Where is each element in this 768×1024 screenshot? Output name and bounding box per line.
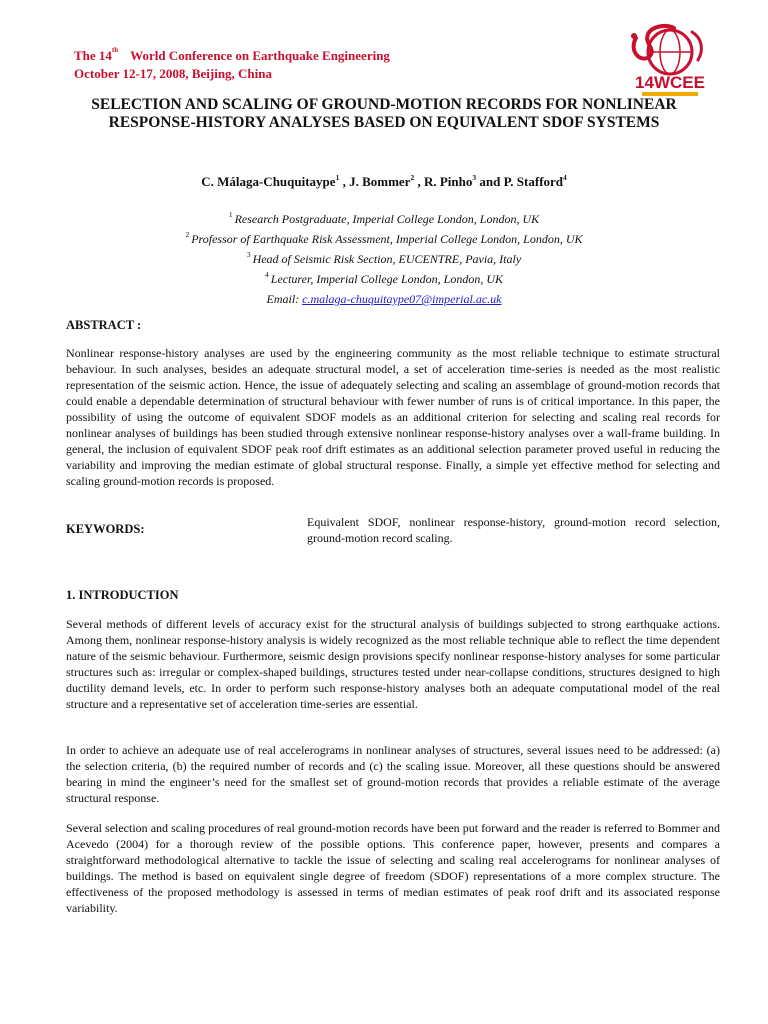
author: J. Bommer <box>349 174 411 189</box>
keywords-text: Equivalent SDOF, nonlinear response-history, ground-motion record selection, ground-motion record scaling. <box>307 515 720 545</box>
conference-header <box>74 48 390 82</box>
wcee-logo <box>622 18 718 104</box>
affiliation: $^3$ Head of Seismic Risk Section, EUCENTRE, Pavia, Italy <box>246 250 522 266</box>
affiliation: $^1$ Research Postgraduate, Imperial College London, London, UK <box>228 210 540 226</box>
email-line: Email: c.malaga-chuquitaype07@imperial.ac.uk <box>266 292 502 306</box>
abstract-text: Nonlinear response-history analyses are used by the engineering community as the most reliable technique to estimate structural behaviour. In such analyses, besides an adequate structural model, a set of acceleration time-series is needed as the most realistic representation of the seismic action. Hence, the issue of adequately selecting and scaling an assemblage of ground-motion records that could enable a dependable determination of structural behaviour with fewer number of runs is of critical importance. In this paper, the possibility of using the outcome of equivalent SDOF models as an additional criterion for selecting and scaling real records for nonlinear analyses of buildings has been studied through extensive nonlinear response-history analyses over a wall-frame building. In general, the inclusion of equivalent SDOF peak roof drift estimates as an additional selection parameter proved useful in reducing the variability and improving the median estimate of global structural response. Finally, a simple yet effective method for selecting and scaling ground-motion records is proposed. <box>66 346 720 488</box>
affiliation: $^2$ Professor of Earthquake Risk Assessment, Imperial College London, London, UK <box>185 230 583 246</box>
intro-paragraph: In order to achieve an adequate use of real accelerograms in nonlinear analyses of structures, several issues need to be addressed: (a) the selection criteria, (b) the required number of records and (c) the scaling issue. Moreover, all these questions should be answered bearing in mind the engineer’s need for the smallest set of ground-motion records that provides a reliable estimate of the average structural response. <box>66 743 720 805</box>
email-link[interactable]: c.malaga-chuquitaype07@imperial.ac.uk <box>302 292 502 306</box>
intro-paragraph: Several selection and scaling procedures of real ground-motion records have been put forward and the reader is referred to Bommer and Acevedo (2004) for a thorough review of the possible options. This conference paper, however, presents and compares a straightforward methodological alternative to tackle the issue of selecting and scaling real accelerograms for nonlinear analyses of buildings. The method is based on equivalent single degree of freedom (SDOF) representations of a more complex structure. The effectiveness of the proposed methodology is assessed in terms of median estimates of peak roof drift and its associated response variability. <box>66 821 720 915</box>
author: C. Málaga-Chuquitaype <box>201 174 336 189</box>
ordinal-suffix: th <box>111 46 119 54</box>
conference-name: The 14th World Conference on Earthquake Engineering <box>74 46 390 63</box>
intro-paragraph: Several methods of different levels of accuracy exist for the structural analysis of buildings subjected to strong earthquake actions. Among them, nonlinear response-history analysis is widely recognized as the most reliable technique able to reflect the time dependent nature of the seismic behaviour. Furthermore, seismic design provisions specify nonlinear response-history analyses for some particular structures such as: irregular or complex-shaped buildings, structures tested under near-collapse conditions, structures designed to high ductility demand levels, etc. In order to perform such response-history analyses both an adequate computational model of the real structure and a representative set of acceleration time-series are essential. <box>66 617 720 711</box>
paper-title: SELECTION AND SCALING OF GROUND-MOTION RECORDS FOR NONLINEAR RESPONSE-HISTORY ANALYSES BASED ON EQUIVALENT SDOF SYSTEMS <box>91 96 677 131</box>
abstract-heading: ABSTRACT : <box>66 318 142 332</box>
affiliation: $^4$ Lecturer, Imperial College London, London, UK <box>265 270 503 286</box>
author-list: C. Málaga-Chuquitaype$^1$ , J. Bommer$^2$ , R. Pinho$^3$ and P. Stafford$^4$ <box>201 173 567 189</box>
conference-dates: October 12-17, 2008, Beijing, China <box>74 66 273 81</box>
author: P. Stafford <box>503 174 564 189</box>
logo-wordmark: 14WCEE <box>635 73 705 92</box>
introduction-heading: 1. INTRODUCTION <box>66 588 179 602</box>
keywords-label: KEYWORDS: <box>66 522 145 536</box>
author: R. Pinho <box>423 174 473 189</box>
affiliation-list <box>60 210 708 309</box>
